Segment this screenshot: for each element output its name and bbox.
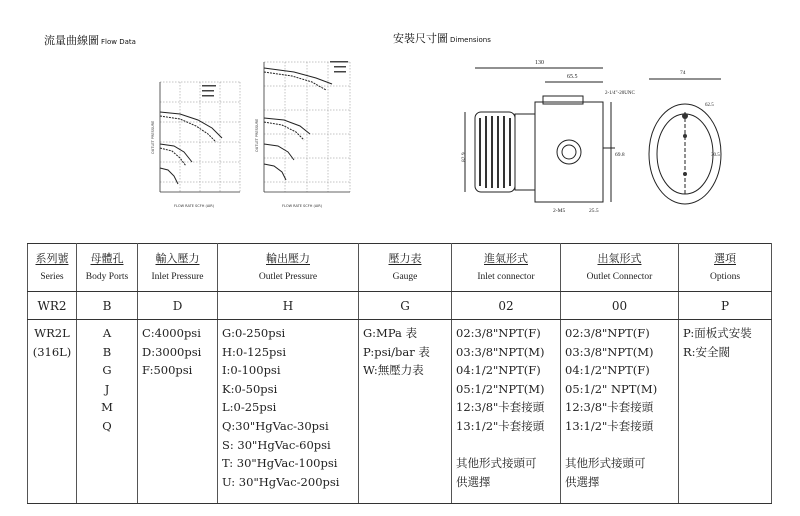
code-gauge: G	[359, 292, 452, 320]
header-gauge: 壓力表 Gauge	[359, 244, 452, 292]
inlet-connector-options: 02:3/8"NPT(F) 03:3/8"NPT(M) 04:1/2"NPT(F) 05:1/2"NPT(M) 12:3/8"卡套接頭 13:1/2"卡套接頭 其他形式接頭可 供選擇	[452, 320, 561, 504]
ordering-spec-table	[27, 243, 772, 504]
header-inlet-connector: 進氣形式 Inlet connector	[452, 244, 561, 292]
flow-graph-small	[150, 74, 250, 214]
outlet-connector-note-2: 供選擇	[565, 474, 600, 489]
header-outlet-connector: 出氣形式 Outlet Connector	[561, 244, 679, 292]
header-body-ports: 母體孔 Body Ports	[77, 244, 138, 292]
body-port-options: A B G J M Q	[77, 320, 138, 504]
dim-label-69-8: 69.8	[615, 152, 625, 158]
series-options: WR2L (316L)	[28, 320, 77, 504]
outlet-pressure-options: G:0-250psi H:0-125psi I:0-100psi K:0-50psi L:0-25psi Q:30"HgVac-30psi S: 30"HgVac-60psi T: 30"HgVac-100psi U: 30"HgVac-200psi	[218, 320, 359, 504]
dim-label-130: 130	[535, 60, 544, 66]
dimension-drawing	[455, 44, 731, 222]
table-header-row	[28, 244, 772, 292]
option-choices: P:面板式安裝 R:安全閥	[679, 320, 772, 504]
dim-label-30-5: 30.5	[711, 153, 720, 158]
flow-graph-1-xlabel: FLOW RATE SCFH (AIR)	[174, 204, 215, 208]
dim-label-thread: 2-1/4"-20UNC	[605, 91, 635, 96]
code-body-ports: B	[77, 292, 138, 320]
gauge-options: G:MPa 表 P:psi/bar 表 W:無壓力表	[359, 320, 452, 504]
dim-label-74: 74	[680, 70, 686, 76]
code-inlet-pressure: D	[138, 292, 218, 320]
flow-graph-2-xlabel: FLOW RATE SCFH (AIR)	[282, 204, 323, 208]
code-series: WR2	[28, 292, 77, 320]
dim-label-2m5: 2-M5	[553, 208, 566, 214]
flow-graph-1-ylabel: OUTLET PRESSURE	[151, 120, 155, 154]
example-code-row	[28, 292, 772, 320]
code-inlet-connector: 02	[452, 292, 561, 320]
flow-graph-2-ylabel: OUTLET PRESSURE	[255, 118, 259, 152]
dim-label-82-9: 82.9	[461, 152, 467, 162]
dimensions-heading-en: Dimensions	[450, 36, 491, 44]
code-outlet-connector: 00	[561, 292, 679, 320]
header-outlet-pressure: 輸出壓力 Outlet Pressure	[218, 244, 359, 292]
flow-graph-large	[254, 52, 358, 212]
dim-label-25-5: 25.5	[589, 208, 599, 214]
header-series: 系列號 Series	[28, 244, 77, 292]
header-options: 選項 Options	[679, 244, 772, 292]
dimensions-heading-zh: 安裝尺寸圖	[393, 32, 448, 45]
inlet-connector-note-1: 其他形式接頭可	[456, 456, 537, 471]
options-row	[28, 320, 772, 504]
outlet-connector-note-1: 其他形式接頭可	[565, 456, 646, 471]
code-outlet-pressure: H	[218, 292, 359, 320]
code-options: P	[679, 292, 772, 320]
flow-heading-en: Flow Data	[101, 38, 136, 46]
header-inlet-pressure: 輸入壓力 Inlet Pressure	[138, 244, 218, 292]
dim-label-62-5: 62.5	[705, 103, 714, 108]
flow-data-heading	[44, 32, 136, 48]
inlet-pressure-options: C:4000psi D:3000psi F:500psi	[138, 320, 218, 504]
inlet-connector-note-2: 供選擇	[456, 474, 491, 489]
dim-label-65-5: 65.5	[567, 74, 578, 80]
outlet-connector-options: 02:3/8"NPT(F) 03:3/8"NPT(M) 04:1/2"NPT(F) 05:1/2" NPT(M) 12:3/8"卡套接頭 13:1/2"卡套接頭 其他形式接頭可 供選擇	[561, 320, 679, 504]
flow-heading-zh: 流量曲線圖	[44, 34, 99, 47]
